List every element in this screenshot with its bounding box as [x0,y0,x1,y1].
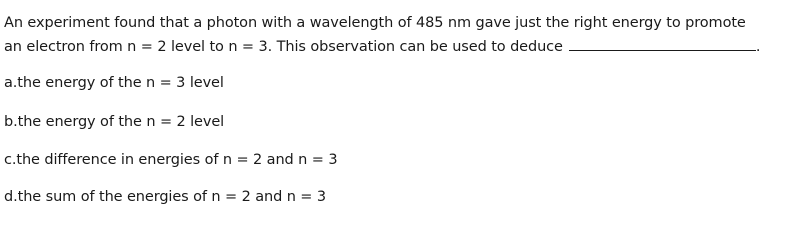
option-a[interactable]: a.the energy of the n = 3 level [4,75,224,91]
question-end-punct: . [755,39,761,55]
question-line-2: an electron from n = 2 level to n = 3. This observation can be used to deduce [4,39,563,55]
option-c[interactable]: c.the difference in energies of n = 2 and n = 3 [4,152,338,168]
question-line-1: An experiment found that a photon with a wavelength of 485 nm gave just the right energy to promote [4,15,746,31]
answer-blank [569,36,756,51]
option-d[interactable]: d.the sum of the energies of n = 2 and n = 3 [4,189,326,205]
option-b[interactable]: b.the energy of the n = 2 level [4,114,225,130]
question-text [4,11,794,59]
